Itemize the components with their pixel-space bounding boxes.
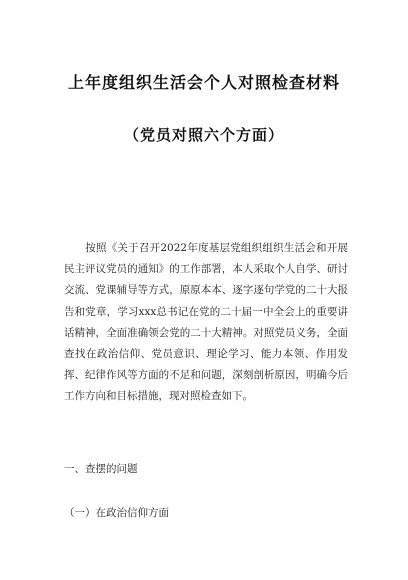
intro-paragraph-text: 按照《关于召开2022年度基层党组织组织生活会和开展民主评议党员的通知》的工作部署，本人采取个人自学、研讨交流、党课辅导等方式，原原本本、逐字逐句学党的二十大报告和党章，学习xxx总书记在党的二十届一中全会上的重要讲话精神，全面准确领会党的二十大精神。对照党员义务，全面查找在政治信仰、党员意识、理论学习、能力本领、作用发挥、纪律作风等方面的不足和问题，深刻剖析原因，明确今后工作方向和目标措施，现对照检查如下。 [64,242,348,403]
subsection-heading: （一）在政治信仰方面 [64,507,169,519]
section-heading: 一、查摆的问题 [64,463,138,475]
intro-paragraph [64,238,348,408]
document-title: 上年度组织生活会个人对照检查材料 [67,73,340,92]
document-subtitle: （党员对照六个方面） [123,126,284,144]
